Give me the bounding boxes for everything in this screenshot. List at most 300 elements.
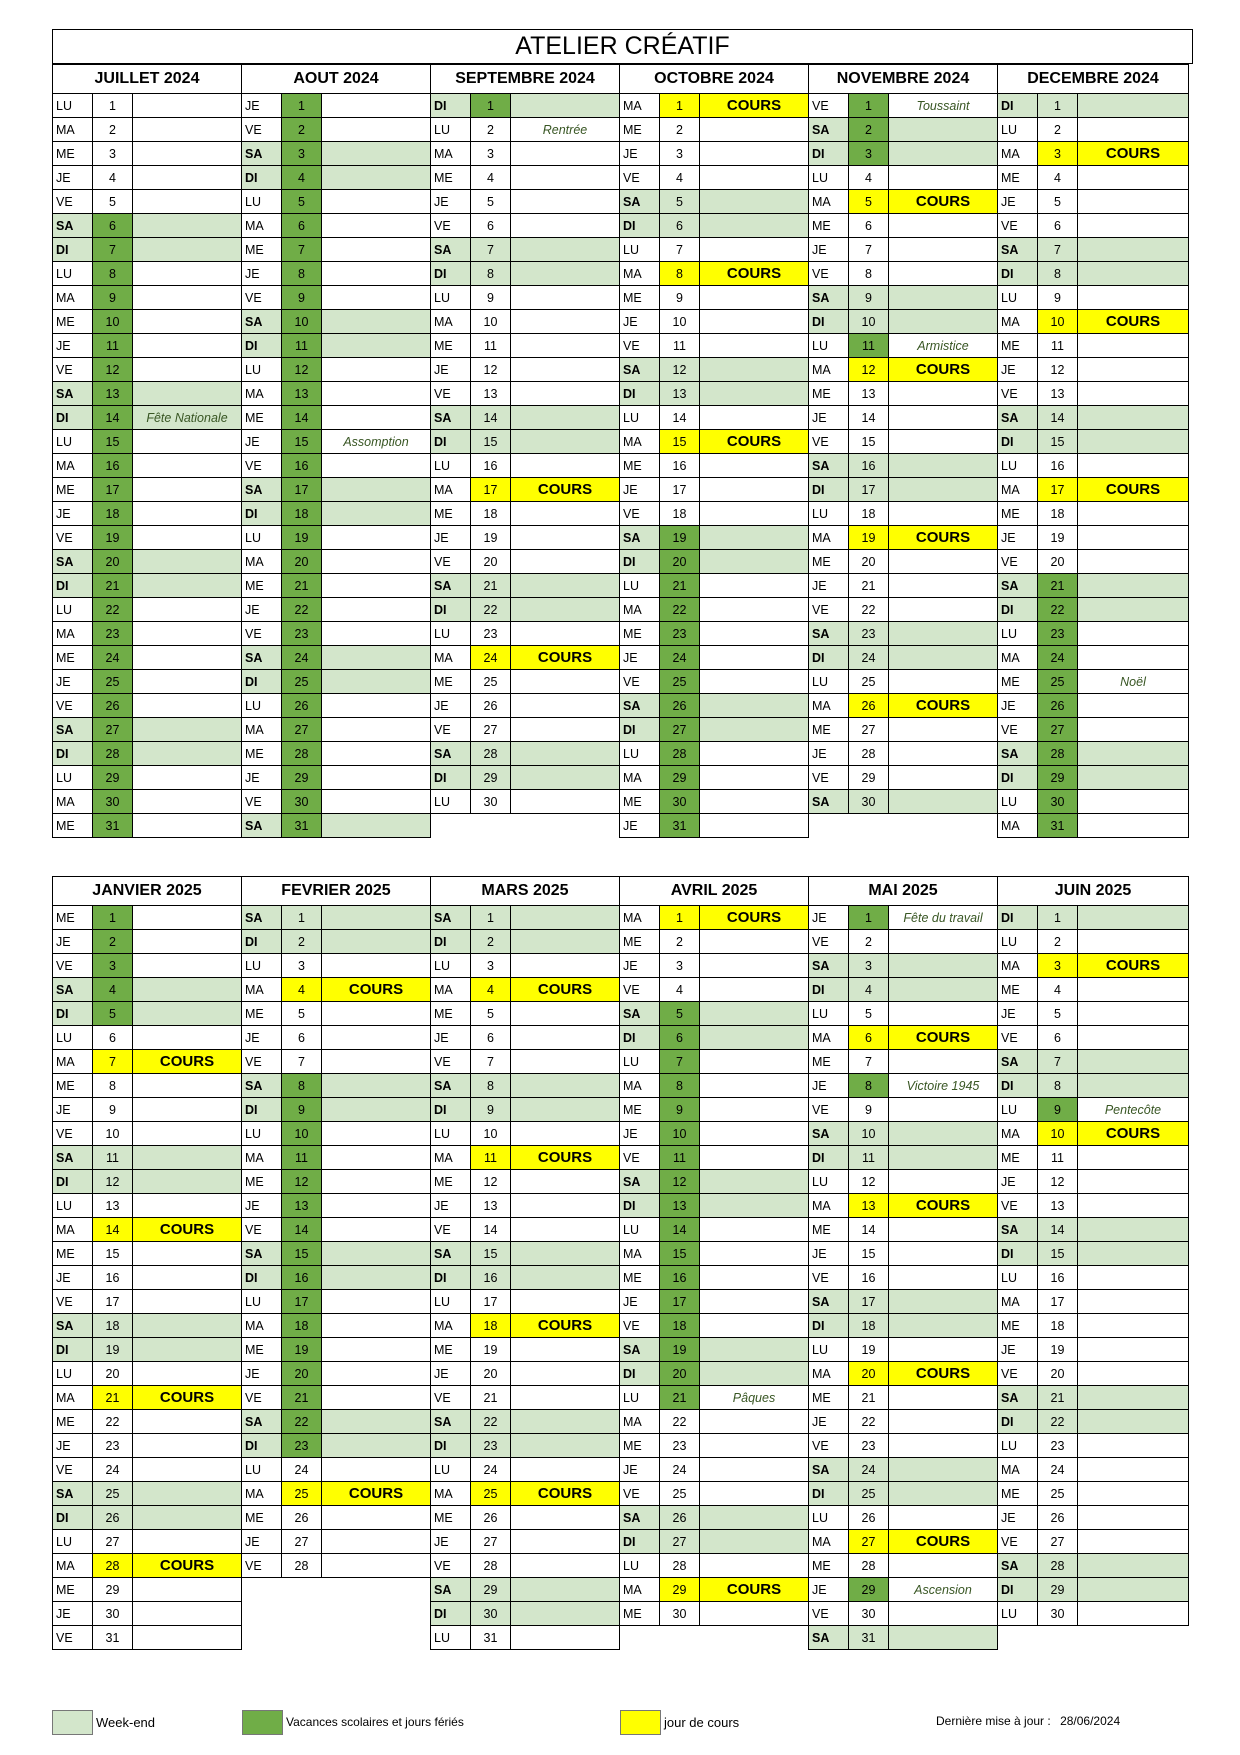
event-cell	[133, 1266, 242, 1290]
day-number: 19	[660, 526, 700, 550]
cours-label: COURS	[133, 1554, 242, 1578]
day-number: 7	[93, 238, 133, 262]
day-of-week: ME	[998, 1482, 1038, 1506]
day-of-week: SA	[809, 1122, 849, 1146]
day-of-week: JE	[809, 406, 849, 430]
day-number: 23	[1038, 1434, 1078, 1458]
day-number: 2	[1038, 930, 1078, 954]
day-of-week: JE	[620, 1122, 660, 1146]
day-of-week: SA	[809, 454, 849, 478]
day-number: 14	[1038, 406, 1078, 430]
day-number: 19	[849, 526, 889, 550]
day-of-week: VE	[53, 1290, 93, 1314]
day-number: 30	[93, 1602, 133, 1626]
table-row	[53, 670, 1189, 694]
day-number: 8	[1038, 1074, 1078, 1098]
day-number: 13	[849, 1194, 889, 1218]
event-cell	[511, 622, 620, 646]
event-cell	[322, 214, 431, 238]
day-number: 1	[660, 94, 700, 118]
day-of-week: LU	[620, 1386, 660, 1410]
month-header: JUIN 2025	[998, 877, 1189, 906]
event-cell	[511, 1386, 620, 1410]
day-number: 18	[93, 502, 133, 526]
day-of-week: DI	[242, 1098, 282, 1122]
event-cell	[700, 454, 809, 478]
day-of-week: ME	[620, 1266, 660, 1290]
day-number: 16	[660, 1266, 700, 1290]
empty-cell	[809, 814, 849, 838]
day-number: 19	[93, 1338, 133, 1362]
event-cell	[1078, 1554, 1189, 1578]
event-cell	[1078, 1506, 1189, 1530]
day-number: 10	[849, 310, 889, 334]
day-of-week: MA	[53, 286, 93, 310]
table-row	[53, 1578, 1189, 1602]
day-of-week: SA	[998, 1386, 1038, 1410]
day-of-week: LU	[998, 1266, 1038, 1290]
day-number: 24	[1038, 646, 1078, 670]
day-number: 27	[471, 1530, 511, 1554]
day-number: 7	[1038, 1050, 1078, 1074]
day-number: 3	[471, 954, 511, 978]
day-of-week: DI	[431, 430, 471, 454]
empty-cell	[282, 1602, 322, 1626]
event-cell	[700, 118, 809, 142]
day-of-week: MA	[242, 1482, 282, 1506]
day-number: 19	[1038, 1338, 1078, 1362]
day-of-week: LU	[431, 1458, 471, 1482]
day-number: 29	[660, 766, 700, 790]
day-of-week: ME	[431, 670, 471, 694]
event-cell	[133, 1602, 242, 1626]
table-row	[53, 766, 1189, 790]
event-cell	[322, 550, 431, 574]
event-cell	[322, 358, 431, 382]
day-number: 6	[282, 1026, 322, 1050]
table-row	[53, 1194, 1189, 1218]
table-row	[53, 930, 1189, 954]
day-of-week: DI	[242, 1266, 282, 1290]
day-number: 4	[471, 978, 511, 1002]
day-of-week: JE	[53, 1098, 93, 1122]
day-of-week: DI	[53, 238, 93, 262]
day-number: 17	[849, 478, 889, 502]
day-number: 11	[93, 334, 133, 358]
day-of-week: LU	[620, 574, 660, 598]
day-number: 7	[660, 238, 700, 262]
table-row	[53, 742, 1189, 766]
day-number: 1	[282, 94, 322, 118]
day-of-week: ME	[809, 214, 849, 238]
day-of-week: VE	[620, 334, 660, 358]
day-number: 8	[282, 262, 322, 286]
month-header: NOVEMBRE 2024	[809, 65, 998, 94]
event-cell	[133, 142, 242, 166]
day-number: 11	[471, 334, 511, 358]
day-number: 12	[1038, 1170, 1078, 1194]
day-of-week: SA	[998, 1218, 1038, 1242]
event-cell	[322, 1386, 431, 1410]
event-cell	[511, 1338, 620, 1362]
event-cell	[511, 930, 620, 954]
day-of-week: SA	[809, 1626, 849, 1650]
event-cell	[133, 1362, 242, 1386]
day-number: 15	[93, 1242, 133, 1266]
day-number: 22	[849, 598, 889, 622]
day-number: 16	[471, 454, 511, 478]
day-of-week: VE	[53, 954, 93, 978]
day-of-week: JE	[431, 1026, 471, 1050]
day-of-week: DI	[242, 1434, 282, 1458]
day-number: 20	[93, 1362, 133, 1386]
day-of-week: ME	[242, 1170, 282, 1194]
day-number: 21	[1038, 574, 1078, 598]
day-of-week: ME	[53, 478, 93, 502]
event-cell	[322, 930, 431, 954]
event-cell	[1078, 574, 1189, 598]
day-number: 19	[471, 1338, 511, 1362]
day-of-week: MA	[809, 1530, 849, 1554]
day-of-week: SA	[809, 1290, 849, 1314]
event-cell	[1078, 526, 1189, 550]
day-number: 7	[1038, 238, 1078, 262]
day-number: 29	[1038, 1578, 1078, 1602]
cours-label: COURS	[889, 694, 998, 718]
day-of-week: SA	[809, 1458, 849, 1482]
day-number: 24	[849, 1458, 889, 1482]
day-of-week: JE	[809, 742, 849, 766]
day-number: 18	[660, 502, 700, 526]
day-number: 25	[93, 670, 133, 694]
day-number: 9	[282, 1098, 322, 1122]
day-number: 30	[471, 790, 511, 814]
day-of-week: ME	[998, 502, 1038, 526]
day-number: 15	[1038, 430, 1078, 454]
day-number: 7	[660, 1050, 700, 1074]
event-cell	[322, 1050, 431, 1074]
day-of-week: DI	[431, 1098, 471, 1122]
cours-label: COURS	[700, 94, 809, 118]
day-number: 7	[849, 238, 889, 262]
day-number: 17	[660, 478, 700, 502]
event-cell	[700, 550, 809, 574]
holiday-label: Rentrée	[511, 118, 620, 142]
day-of-week: SA	[620, 694, 660, 718]
day-number: 30	[282, 790, 322, 814]
day-of-week: ME	[53, 1242, 93, 1266]
day-of-week: SA	[242, 1074, 282, 1098]
day-of-week: DI	[53, 574, 93, 598]
day-number: 4	[93, 166, 133, 190]
event-cell	[1078, 1290, 1189, 1314]
day-of-week: DI	[53, 742, 93, 766]
event-cell	[511, 670, 620, 694]
day-of-week: DI	[53, 1170, 93, 1194]
table-row	[53, 1146, 1189, 1170]
holiday-label: Noël	[1078, 670, 1189, 694]
day-of-week: SA	[242, 1410, 282, 1434]
event-cell	[1078, 1242, 1189, 1266]
cours-label: COURS	[133, 1050, 242, 1074]
day-number: 14	[282, 1218, 322, 1242]
day-of-week: MA	[998, 1290, 1038, 1314]
event-cell	[133, 1074, 242, 1098]
day-of-week: ME	[620, 1602, 660, 1626]
day-of-week: VE	[242, 1218, 282, 1242]
day-of-week: MA	[809, 1362, 849, 1386]
day-of-week: DI	[431, 1266, 471, 1290]
day-of-week: SA	[998, 406, 1038, 430]
day-number: 26	[1038, 1506, 1078, 1530]
day-number: 5	[471, 1002, 511, 1026]
day-number: 7	[93, 1050, 133, 1074]
day-number: 11	[660, 1146, 700, 1170]
table-row	[53, 190, 1189, 214]
day-of-week: DI	[998, 906, 1038, 930]
day-number: 11	[282, 1146, 322, 1170]
day-number: 19	[849, 1338, 889, 1362]
table-row	[53, 1410, 1189, 1434]
day-of-week: SA	[998, 1050, 1038, 1074]
event-cell	[322, 1242, 431, 1266]
event-cell	[322, 646, 431, 670]
cours-label: COURS	[889, 1194, 998, 1218]
day-number: 27	[93, 1530, 133, 1554]
day-of-week: DI	[809, 142, 849, 166]
cours-label: COURS	[1078, 142, 1189, 166]
day-of-week: VE	[431, 1218, 471, 1242]
day-of-week: LU	[242, 526, 282, 550]
day-of-week: JE	[53, 502, 93, 526]
cours-label: COURS	[511, 1482, 620, 1506]
event-cell	[511, 406, 620, 430]
event-cell	[889, 790, 998, 814]
event-cell	[889, 598, 998, 622]
day-number: 24	[93, 1458, 133, 1482]
event-cell	[1078, 1602, 1189, 1626]
day-of-week: JE	[809, 906, 849, 930]
day-of-week: VE	[809, 1434, 849, 1458]
day-of-week: LU	[998, 790, 1038, 814]
event-cell	[889, 646, 998, 670]
event-cell	[700, 1554, 809, 1578]
day-of-week: ME	[431, 1338, 471, 1362]
day-of-week: VE	[620, 1482, 660, 1506]
day-of-week: MA	[53, 454, 93, 478]
day-number: 25	[1038, 1482, 1078, 1506]
day-of-week: DI	[431, 598, 471, 622]
day-number: 1	[471, 94, 511, 118]
day-number: 5	[660, 190, 700, 214]
day-of-week: MA	[431, 978, 471, 1002]
day-of-week: VE	[809, 430, 849, 454]
day-number: 8	[471, 262, 511, 286]
day-of-week: MA	[620, 1578, 660, 1602]
day-of-week: VE	[620, 1314, 660, 1338]
day-number: 26	[471, 1506, 511, 1530]
event-cell	[511, 262, 620, 286]
day-of-week: VE	[809, 598, 849, 622]
day-of-week: SA	[809, 118, 849, 142]
day-number: 20	[660, 1362, 700, 1386]
day-number: 30	[849, 1602, 889, 1626]
empty-cell	[242, 1578, 282, 1602]
day-of-week: ME	[620, 454, 660, 478]
event-cell	[1078, 646, 1189, 670]
day-of-week: DI	[242, 334, 282, 358]
event-cell	[322, 118, 431, 142]
event-cell	[1078, 1050, 1189, 1074]
day-of-week: SA	[53, 382, 93, 406]
day-number: 11	[1038, 1146, 1078, 1170]
event-cell	[1078, 1578, 1189, 1602]
event-cell	[511, 214, 620, 238]
day-of-week: MA	[431, 478, 471, 502]
day-number: 25	[282, 1482, 322, 1506]
day-number: 1	[93, 906, 133, 930]
day-number: 11	[660, 334, 700, 358]
table-row	[53, 1458, 1189, 1482]
day-number: 16	[471, 1266, 511, 1290]
day-of-week: LU	[809, 670, 849, 694]
day-of-week: MA	[998, 310, 1038, 334]
event-cell	[322, 718, 431, 742]
event-cell	[889, 1410, 998, 1434]
day-of-week: ME	[998, 334, 1038, 358]
event-cell	[1078, 430, 1189, 454]
day-number: 18	[282, 1314, 322, 1338]
event-cell	[133, 930, 242, 954]
day-of-week: MA	[809, 358, 849, 382]
day-number: 10	[471, 1122, 511, 1146]
event-cell	[889, 406, 998, 430]
day-number: 25	[282, 670, 322, 694]
event-cell	[889, 262, 998, 286]
day-number: 10	[471, 310, 511, 334]
day-number: 16	[93, 454, 133, 478]
day-number: 28	[660, 742, 700, 766]
event-cell	[322, 954, 431, 978]
event-cell	[511, 742, 620, 766]
month-header: MARS 2025	[431, 877, 620, 906]
day-number: 9	[660, 286, 700, 310]
day-number: 16	[849, 454, 889, 478]
event-cell	[700, 1458, 809, 1482]
day-of-week: JE	[242, 766, 282, 790]
day-number: 1	[1038, 906, 1078, 930]
day-number: 2	[282, 930, 322, 954]
day-of-week: ME	[242, 406, 282, 430]
day-number: 8	[849, 1074, 889, 1098]
event-cell	[700, 1434, 809, 1458]
day-of-week: VE	[998, 1194, 1038, 1218]
day-number: 30	[849, 790, 889, 814]
day-of-week: JE	[998, 1002, 1038, 1026]
table-row	[53, 646, 1189, 670]
month-header: JUILLET 2024	[53, 65, 242, 94]
day-number: 4	[849, 978, 889, 1002]
day-number: 1	[1038, 94, 1078, 118]
day-number: 12	[849, 358, 889, 382]
event-cell	[133, 526, 242, 550]
day-number: 7	[282, 238, 322, 262]
day-of-week: DI	[809, 1146, 849, 1170]
day-of-week: LU	[242, 1458, 282, 1482]
event-cell	[1078, 598, 1189, 622]
empty-cell	[1038, 1626, 1078, 1650]
event-cell	[700, 622, 809, 646]
cours-label: COURS	[511, 646, 620, 670]
day-of-week: JE	[53, 334, 93, 358]
calendar-grid-jan-jun	[52, 876, 1189, 1650]
day-of-week: DI	[809, 1314, 849, 1338]
day-of-week: SA	[809, 954, 849, 978]
day-of-week: DI	[998, 1074, 1038, 1098]
day-of-week: JE	[998, 1170, 1038, 1194]
day-number: 3	[1038, 954, 1078, 978]
holiday-label: Pentecôte	[1078, 1098, 1189, 1122]
day-number: 17	[660, 1290, 700, 1314]
event-cell	[322, 1266, 431, 1290]
day-of-week: ME	[242, 1506, 282, 1530]
event-cell	[1078, 94, 1189, 118]
day-number: 17	[1038, 1290, 1078, 1314]
day-number: 18	[660, 1314, 700, 1338]
day-of-week: MA	[998, 142, 1038, 166]
day-number: 3	[660, 142, 700, 166]
event-cell	[889, 214, 998, 238]
day-of-week: MA	[431, 142, 471, 166]
day-number: 25	[1038, 670, 1078, 694]
month-header: SEPTEMBRE 2024	[431, 65, 620, 94]
event-cell	[511, 906, 620, 930]
event-cell	[889, 1386, 998, 1410]
day-of-week: DI	[620, 1194, 660, 1218]
event-cell	[700, 1218, 809, 1242]
month-header: FEVRIER 2025	[242, 877, 431, 906]
day-of-week: LU	[998, 454, 1038, 478]
day-of-week: DI	[620, 382, 660, 406]
event-cell	[1078, 1194, 1189, 1218]
day-number: 19	[93, 526, 133, 550]
day-number: 27	[282, 1530, 322, 1554]
day-number: 2	[471, 118, 511, 142]
day-of-week: MA	[53, 622, 93, 646]
day-number: 29	[849, 766, 889, 790]
day-of-week: LU	[53, 262, 93, 286]
day-number: 28	[1038, 742, 1078, 766]
event-cell	[322, 670, 431, 694]
day-number: 13	[93, 1194, 133, 1218]
day-number: 18	[1038, 1314, 1078, 1338]
day-of-week: JE	[620, 954, 660, 978]
event-cell	[511, 1242, 620, 1266]
day-number: 12	[1038, 358, 1078, 382]
event-cell	[511, 1098, 620, 1122]
event-cell	[700, 166, 809, 190]
day-of-week: VE	[620, 166, 660, 190]
cours-label: COURS	[1078, 1122, 1189, 1146]
day-number: 24	[660, 1458, 700, 1482]
event-cell	[889, 1098, 998, 1122]
event-cell	[700, 766, 809, 790]
event-cell	[889, 1506, 998, 1530]
day-number: 20	[660, 550, 700, 574]
day-number: 29	[471, 1578, 511, 1602]
day-of-week: SA	[242, 906, 282, 930]
event-cell	[511, 238, 620, 262]
